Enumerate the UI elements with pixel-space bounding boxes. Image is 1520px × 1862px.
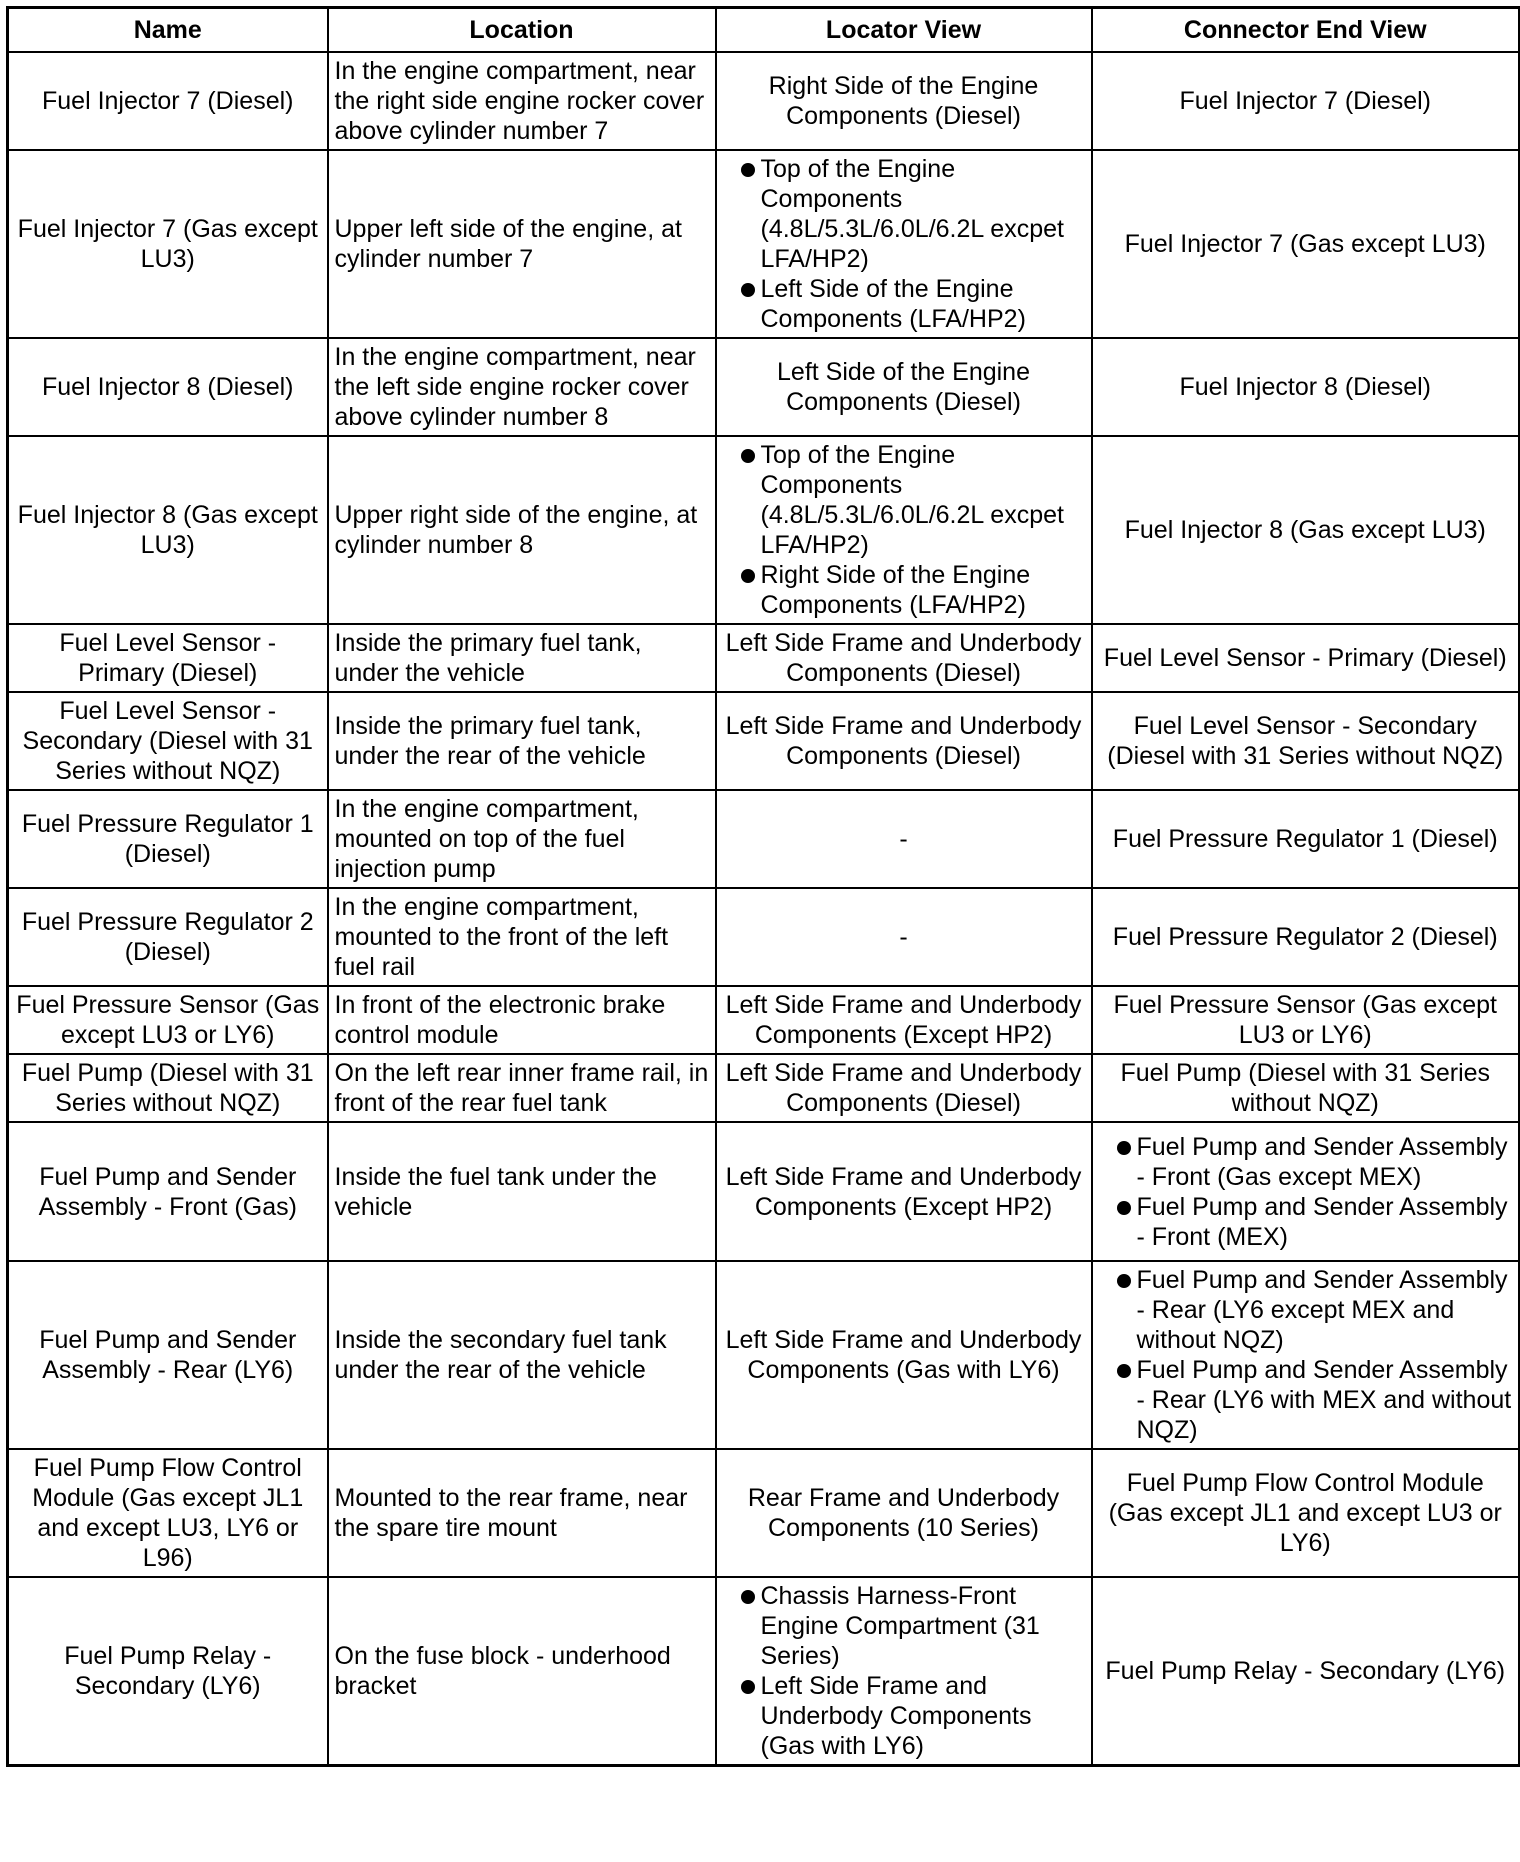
cell-connector-end-view-text: Fuel Injector 8 (Gas except LU3) [1124, 516, 1486, 544]
cell-connector-end-view [1092, 986, 1520, 1054]
cell-connector-end-view [1092, 52, 1520, 150]
cell-name: Fuel Injector 8 (Gas except LU3) [8, 436, 328, 624]
cell-connector-end-view-text: Fuel Pump Relay - Secondary (LY6) [1105, 1657, 1506, 1685]
cell-locator-view-text: Left Side Frame and Underbody Components (Diesel) [725, 629, 1082, 687]
cell-name: Fuel Pump Relay - Secondary (LY6) [8, 1577, 328, 1766]
table-row [8, 1577, 1520, 1766]
cell-location: Inside the secondary fuel tank under the rear of the vehicle [328, 1261, 716, 1449]
cell-locator-view [716, 338, 1092, 436]
cell-connector-end-view [1092, 338, 1520, 436]
cell-name: Fuel Pump (Diesel with 31 Series without NQZ) [8, 1054, 328, 1122]
table-row [8, 1449, 1520, 1577]
cell-connector-end-view [1092, 624, 1520, 692]
cell-name: Fuel Pump and Sender Assembly - Front (Gas) [8, 1122, 328, 1261]
cell-locator-view [716, 888, 1092, 986]
cell-name: Fuel Pump Flow Control Module (Gas except JL1 and except LU3, LY6 or L96) [8, 1449, 328, 1577]
cell-locator-view-text: - [899, 825, 908, 853]
table-row [8, 150, 1520, 338]
cell-locator-view [716, 436, 1092, 624]
table-row [8, 338, 1520, 436]
cell-locator-view-text: Left Side of the Engine Components (Diesel) [777, 358, 1030, 416]
cell-connector-end-view-text: Fuel Level Sensor - Secondary (Diesel with 31 Series without NQZ) [1107, 712, 1504, 770]
cell-connector-end-view-list [1099, 1132, 1513, 1252]
cell-locator-view [716, 1261, 1092, 1449]
cell-connector-end-view-text: Fuel Pressure Sensor (Gas except LU3 or LY6) [1113, 991, 1497, 1049]
cell-location: In the engine compartment, mounted to the front of the left fuel rail [328, 888, 716, 986]
table-row [8, 1054, 1520, 1122]
list-item: Chassis Harness-Front Engine Compartment (31 Series) [723, 1581, 1085, 1671]
cell-location: Mounted to the rear frame, near the spare tire mount [328, 1449, 716, 1577]
table-row [8, 888, 1520, 986]
cell-location: On the left rear inner frame rail, in front of the rear fuel tank [328, 1054, 716, 1122]
cell-name: Fuel Level Sensor - Secondary (Diesel with 31 Series without NQZ) [8, 692, 328, 790]
table-row [8, 692, 1520, 790]
table-row [8, 986, 1520, 1054]
cell-connector-end-view-text: Fuel Pump Flow Control Module (Gas except JL1 and except LU3 or LY6) [1108, 1469, 1502, 1557]
cell-location: Upper left side of the engine, at cylinder number 7 [328, 150, 716, 338]
list-item: Fuel Pump and Sender Assembly - Rear (LY6 with MEX and without NQZ) [1099, 1355, 1513, 1445]
component-locator-table-container [6, 6, 1518, 1767]
header-row [8, 8, 1520, 53]
cell-locator-view [716, 1054, 1092, 1122]
list-item: Left Side Frame and Underbody Components (Gas with LY6) [723, 1671, 1085, 1761]
cell-connector-end-view [1092, 1054, 1520, 1122]
cell-locator-view-list [723, 440, 1085, 620]
cell-connector-end-view [1092, 436, 1520, 624]
cell-connector-end-view [1092, 888, 1520, 986]
header-name: Name [8, 8, 328, 53]
cell-name: Fuel Pressure Regulator 1 (Diesel) [8, 790, 328, 888]
cell-location: Inside the fuel tank under the vehicle [328, 1122, 716, 1261]
cell-locator-view-text: Left Side Frame and Underbody Components (Gas with LY6) [725, 1326, 1082, 1384]
cell-locator-view-text: - [899, 923, 908, 951]
cell-locator-view [716, 986, 1092, 1054]
cell-connector-end-view-text: Fuel Injector 8 (Diesel) [1179, 373, 1431, 401]
cell-location: Inside the primary fuel tank, under the vehicle [328, 624, 716, 692]
cell-location: On the fuse block - underhood bracket [328, 1577, 716, 1766]
cell-connector-end-view [1092, 1122, 1520, 1261]
header-location: Location [328, 8, 716, 53]
list-item: Fuel Pump and Sender Assembly - Front (MEX) [1099, 1192, 1513, 1252]
cell-locator-view [716, 790, 1092, 888]
table-row [8, 624, 1520, 692]
cell-connector-end-view [1092, 790, 1520, 888]
cell-name: Fuel Injector 7 (Gas except LU3) [8, 150, 328, 338]
cell-connector-end-view-text: Fuel Level Sensor - Primary (Diesel) [1103, 644, 1507, 672]
table-body [8, 52, 1520, 1766]
table-row [8, 1122, 1520, 1261]
header-connector-end-view: Connector End View [1092, 8, 1520, 53]
table-row [8, 436, 1520, 624]
list-item: Left Side of the Engine Components (LFA/HP2) [723, 274, 1085, 334]
cell-location: Upper right side of the engine, at cylinder number 8 [328, 436, 716, 624]
cell-location: In front of the electronic brake control module [328, 986, 716, 1054]
component-locator-table [6, 6, 1520, 1767]
cell-location: Inside the primary fuel tank, under the rear of the vehicle [328, 692, 716, 790]
cell-locator-view [716, 624, 1092, 692]
cell-connector-end-view [1092, 150, 1520, 338]
cell-connector-end-view-text: Fuel Injector 7 (Diesel) [1179, 87, 1431, 115]
header-locator-view: Locator View [716, 8, 1092, 53]
cell-name: Fuel Pump and Sender Assembly - Rear (LY6) [8, 1261, 328, 1449]
cell-connector-end-view-text: Fuel Pressure Regulator 2 (Diesel) [1112, 923, 1498, 951]
cell-name: Fuel Injector 8 (Diesel) [8, 338, 328, 436]
cell-locator-view-text: Left Side Frame and Underbody Components (Diesel) [725, 1059, 1082, 1117]
cell-locator-view-text: Rear Frame and Underbody Components (10 Series) [747, 1484, 1060, 1542]
cell-connector-end-view-list [1099, 1265, 1513, 1445]
cell-connector-end-view-text: Fuel Injector 7 (Gas except LU3) [1124, 230, 1486, 258]
cell-connector-end-view-text: Fuel Pump (Diesel with 31 Series without NQZ) [1120, 1059, 1491, 1117]
list-item: Top of the Engine Components (4.8L/5.3L/6.0L/6.2L excpet LFA/HP2) [723, 154, 1085, 274]
cell-locator-view [716, 1577, 1092, 1766]
cell-locator-view-list [723, 1581, 1085, 1761]
table-row [8, 1261, 1520, 1449]
cell-connector-end-view [1092, 692, 1520, 790]
list-item: Top of the Engine Components (4.8L/5.3L/6.0L/6.2L excpet LFA/HP2) [723, 440, 1085, 560]
cell-location: In the engine compartment, near the left side engine rocker cover above cylinder number 8 [328, 338, 716, 436]
list-item: Right Side of the Engine Components (LFA/HP2) [723, 560, 1085, 620]
cell-location: In the engine compartment, mounted on top of the fuel injection pump [328, 790, 716, 888]
cell-name: Fuel Pressure Regulator 2 (Diesel) [8, 888, 328, 986]
cell-connector-end-view [1092, 1449, 1520, 1577]
cell-locator-view-text: Left Side Frame and Underbody Components (Except HP2) [725, 991, 1082, 1049]
table-row [8, 790, 1520, 888]
cell-connector-end-view [1092, 1577, 1520, 1766]
cell-locator-view-text: Right Side of the Engine Components (Diesel) [768, 72, 1039, 130]
cell-locator-view [716, 692, 1092, 790]
cell-name: Fuel Pressure Sensor (Gas except LU3 or LY6) [8, 986, 328, 1054]
cell-locator-view-text: Left Side Frame and Underbody Components (Diesel) [725, 712, 1082, 770]
cell-locator-view [716, 150, 1092, 338]
cell-locator-view [716, 1449, 1092, 1577]
list-item: Fuel Pump and Sender Assembly - Front (Gas except MEX) [1099, 1132, 1513, 1192]
cell-location: In the engine compartment, near the right side engine rocker cover above cylinder number 7 [328, 52, 716, 150]
cell-locator-view-text: Left Side Frame and Underbody Components (Except HP2) [725, 1162, 1082, 1221]
table-row [8, 52, 1520, 150]
cell-locator-view-list [723, 154, 1085, 334]
cell-locator-view [716, 52, 1092, 150]
cell-connector-end-view-text: Fuel Pressure Regulator 1 (Diesel) [1112, 825, 1498, 853]
cell-name: Fuel Injector 7 (Diesel) [8, 52, 328, 150]
list-item: Fuel Pump and Sender Assembly - Rear (LY6 except MEX and without NQZ) [1099, 1265, 1513, 1355]
cell-connector-end-view [1092, 1261, 1520, 1449]
cell-name: Fuel Level Sensor - Primary (Diesel) [8, 624, 328, 692]
cell-locator-view [716, 1122, 1092, 1261]
